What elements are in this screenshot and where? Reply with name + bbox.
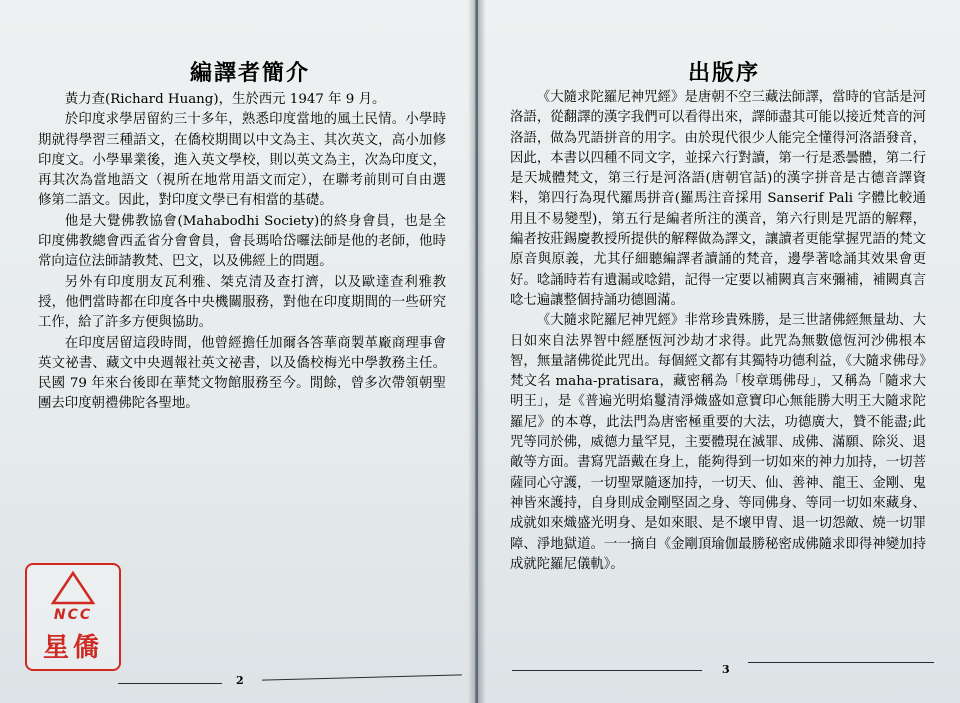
left-page-title: 編譯者簡介 (190, 60, 311, 86)
left-paragraph: 於印度求學居留約三十多年，熟悉印度當地的風土民情。小學時期就得學習三種語文，在僑校期間以中文為主、其次英文，高小加修印度文。小學畢業後，進入英文學校，則以英文為主，次為印度文，再其次為當地語文（視所在地常用語文而定），在聯考前則可自由選修第二語文。因此，對印度文學已有相當的基礎。 (38, 112, 446, 209)
right-footer-rule-left (512, 670, 702, 671)
left-paragraph: 在印度居留這段時間，他曾經擔任加爾各答華商製革廠商理事會英文祕書、藏文中央週報社英文祕書，以及僑校梅光中學教務主任。民國 79 年來台後即在華梵文物館服務至今。閒餘，曾多次帶領朝聖團去印度朝禮佛陀各聖地。 (38, 335, 446, 412)
right-page-title: 出版序 (688, 60, 761, 86)
left-paragraph: 另外有印度朋友瓦利雅、桀克清及查打濟，以及歐達查利雅教授，他們當時都在印度各中央機關服務，對他在印度期間的一些研究工作，給了許多方便與協助。 (38, 274, 446, 331)
seal-latin-text: NCC (53, 607, 93, 623)
left-paragraph: 黃力查(Richard Huang)，生於西元 1947 年 9 月。 (64, 92, 386, 107)
left-footer-rule-left (118, 683, 222, 684)
ncc-seal-stamp (25, 563, 121, 671)
left-page-body (38, 90, 446, 415)
right-page-number: 3 (722, 663, 730, 676)
left-paragraph: 他是大覺佛教協會(Mahabodhi Society)的終身會員，也是全印度佛教總會西孟省分會會員，會長瑪哈岱囉法師是他的老師，他時常向這位法師請教梵、巴文，以及佛經上的問題。 (38, 213, 446, 270)
right-paragraph: 《大隨求陀羅尼神咒經》是唐朝不空三藏法師譯，當時的官話是河洛語，從翻譯的漢字我們可以看得出來，譯師盡其可能以接近梵音的河洛語，做為咒語拼音的用字。由於現代很少人能完全懂得河洛語發音，因此，本書以四種不同文字，並採六行對讀，第一行是悉曇體，第二行是天城體梵文，第三行是河洛語(唐朝官話)的漢字拼音是古德音譯資料，第四行為現代羅馬拼音(羅馬注音採用 Sanserif Pali 字體比較通用且不易變型)，第五行是編者所注的漢音，第六行則是咒語的解釋，編者按莊錫慶教授所提供的解釋做為譯文，讓讀者更能掌握咒語的梵文原音與原義，尤其仔細聽編譯者讀誦的梵音，邊學著唸誦其效果會更好。唸誦時若有遺漏或唸錯，記得一定要以補闕真言來彌補，補闕真言唸七遍讓整個持誦功德圓滿。 (510, 90, 926, 308)
right-page-body (510, 88, 926, 575)
left-page-number: 2 (236, 674, 244, 687)
right-paragraph: 《大隨求陀羅尼神咒經》非常珍貴殊勝，是三世諸佛經無量劫、大日如來自法界智中經歷恆河沙劫才求得。此咒為無數億恆河沙佛根本智，無量諸佛從此咒出。每個經文都有其獨特功德利益，《大隨求佛母》梵文名 maha-pratisara，藏密稱為「梭章瑪佛母」，又稱為「隨求大明王」，是《普遍光明焰鬘清淨熾盛如意寶印心無能勝大明王大隨求陀羅尼》的本尊，此法門為唐密極重要的大法，功德廣大，贊不能盡;此咒等同於佛，威德力量罕見，主要體現在滅罪、成佛、滿願、除災、退敵等方面。書寫咒語戴在身上，能夠得到一切如來的神力加持，一切菩薩同心守護，一切聖眾隨逐加持，一切天、仙、善神、龍王、金剛、鬼神皆來護持，自身則成金剛堅固之身、等同佛身、等同一切如來藏身、成就如來熾盛光明身、是如來眼、是不壞甲冑、退一切怨敵、燒一切罪障、淨地獄道。一一摘自《金剛頂瑜伽最勝秘密成佛隨求即得神變加持成就陀羅尼儀軌》。 (510, 313, 926, 572)
right-footer-rule-right (748, 662, 934, 663)
seal-chinese-text: 星僑 (42, 633, 103, 663)
